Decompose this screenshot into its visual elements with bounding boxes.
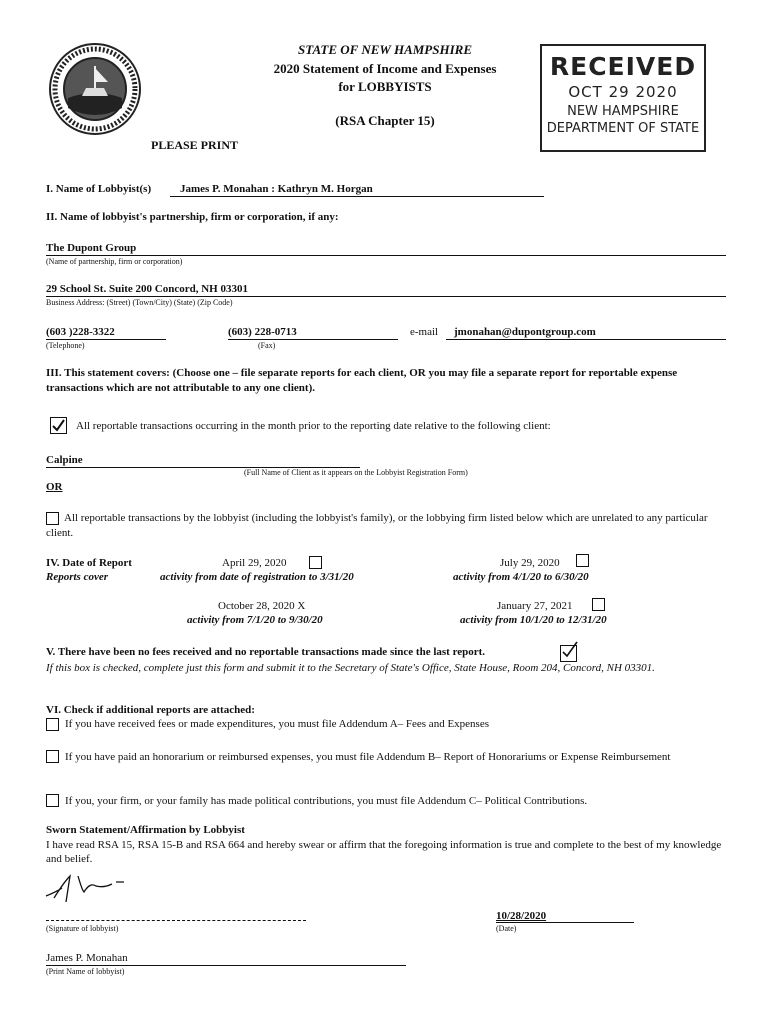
print-name-value: James P. Monahan [46, 952, 128, 964]
address-value: 29 School St. Suite 200 Concord, NH 03301 [46, 283, 248, 295]
signature-image [44, 868, 134, 904]
signature-line [46, 920, 306, 921]
address-line [46, 296, 726, 297]
lobbyist-name-line [170, 196, 544, 197]
report-cover-october: activity from 7/1/20 to 9/30/20 [187, 614, 323, 626]
client-value: Calpine [46, 454, 83, 466]
lobbyist-name-label: I. Name of Lobbyist(s) [46, 183, 152, 195]
phone-value: (603 )228-3322 [46, 326, 115, 338]
sworn-date-value: 10/28/2020 [496, 910, 547, 922]
please-print-label: PLEASE PRINT [151, 138, 239, 152]
addendum-c-label: If you, your firm, or your family has made political contributions, you must file Addendum C– Political Contributions. [65, 795, 588, 807]
report-date-october: October 28, 2020 X [218, 600, 306, 612]
phone-caption: (Telephone) [46, 341, 85, 350]
stamp-date: OCT 29 2020 [568, 83, 678, 101]
email-label: e-mail [410, 326, 439, 338]
addendum-a-checkbox[interactable] [46, 718, 59, 731]
stamp-line1: NEW HAMPSHIRE [567, 104, 679, 119]
report-date-april-checkbox[interactable] [309, 556, 322, 569]
report-date-july: July 29, 2020 [500, 557, 560, 569]
report-cover-july: activity from 4/1/20 to 6/30/20 [453, 571, 589, 583]
header-subtitle-2: for LOBBYISTS [338, 79, 432, 94]
stamp-received: RECEIVED [549, 52, 697, 81]
signature-caption: (Signature of lobbyist) [46, 924, 119, 933]
state-seal-image [48, 42, 142, 136]
header-subtitle: 2020 Statement of Income and Expenses [273, 61, 497, 76]
sworn-date-line [496, 922, 634, 923]
sworn-title: Sworn Statement/Affirmation by Lobbyist [46, 824, 245, 836]
addendum-b-label: If you have paid an honorarium or reimbursed expenses, you must file Addendum B– Report of Honorariums or Expense Reimbursement [65, 751, 671, 763]
header-rsa: (RSA Chapter 15) [335, 113, 435, 128]
coverage-label: III. This statement covers: (Choose one – file separate reports for each client, OR you may file a separate report for reportable expense transactions which are not attributable to any one client). [46, 367, 678, 394]
sworn-text: I have read RSA 15, RSA 15-B and RSA 664 and hereby swear or affirm that the foregoing information is true and complete to the best of my knowledge and belief. [46, 839, 722, 865]
fax-line [228, 339, 398, 340]
fax-caption: (Fax) [258, 341, 276, 350]
report-cover-april: activity from date of registration to 3/31/20 [160, 571, 354, 583]
stamp-line2: DEPARTMENT OF STATE [546, 121, 700, 136]
report-cover-january: activity from 10/1/20 to 12/31/20 [460, 614, 607, 626]
report-date-january-checkbox[interactable] [592, 598, 605, 611]
firm-line [46, 255, 726, 256]
sworn-date-caption: (Date) [496, 924, 517, 933]
addendum-a-label: If you have received fees or made expenditures, you must file Addendum A– Fees and Expenses [65, 718, 489, 730]
firm-caption: (Name of partnership, firm or corporation) [46, 257, 183, 266]
report-date-january: January 27, 2021 [497, 600, 573, 612]
date-of-report-label: IV. Date of Report [46, 557, 132, 569]
no-fees-label: V. There have been no fees received and no reportable transactions made since the last report. [46, 646, 486, 658]
print-name-caption: (Print Name of lobbyist) [46, 967, 125, 976]
phone-line [46, 339, 166, 340]
firm-label: II. Name of lobbyist's partnership, firm or corporation, if any: [46, 211, 339, 223]
unrelated-option-label: All reportable transactions by the lobbyist (including the lobbyist's family), or the lobbying firm listed below which are unrelated to any particular client. [46, 512, 708, 539]
no-fees-note: If this box is checked, complete just this form and submit it to the Secretary of State's Office, State House, Room 204, Concord, NH 03301. [46, 662, 655, 674]
report-date-april: April 29, 2020 [222, 557, 287, 569]
addendum-c-checkbox[interactable] [46, 794, 59, 807]
firm-value: The Dupont Group [46, 242, 137, 254]
or-label: OR [46, 481, 63, 493]
lobbyist-name-value: James P. Monahan : Kathryn M. Horgan [180, 183, 373, 195]
address-caption: Business Address: (Street) (Town/City) (State) (Zip Code) [46, 298, 233, 307]
print-name-line [46, 965, 406, 966]
fax-value: (603) 228-0713 [228, 326, 297, 338]
email-line [446, 339, 726, 340]
report-date-july-checkbox[interactable] [576, 554, 589, 567]
client-caption: (Full Name of Client as it appears on the Lobbyist Registration Form) [244, 468, 468, 477]
client-option-checkbox[interactable] [50, 417, 67, 434]
client-option-label: All reportable transactions occurring in the month prior to the reporting date relative to the following client: [76, 420, 551, 432]
additional-reports-label: VI. Check if additional reports are attached: [46, 704, 255, 716]
checkmark-icon [560, 641, 578, 659]
received-stamp [540, 44, 706, 152]
header-title: STATE OF NEW HAMPSHIRE [297, 42, 472, 57]
no-fees-checkbox[interactable] [560, 645, 577, 662]
checkmark-icon [51, 418, 66, 433]
email-value: jmonahan@dupontgroup.com [454, 326, 596, 338]
reports-cover-label: Reports cover [46, 571, 109, 583]
